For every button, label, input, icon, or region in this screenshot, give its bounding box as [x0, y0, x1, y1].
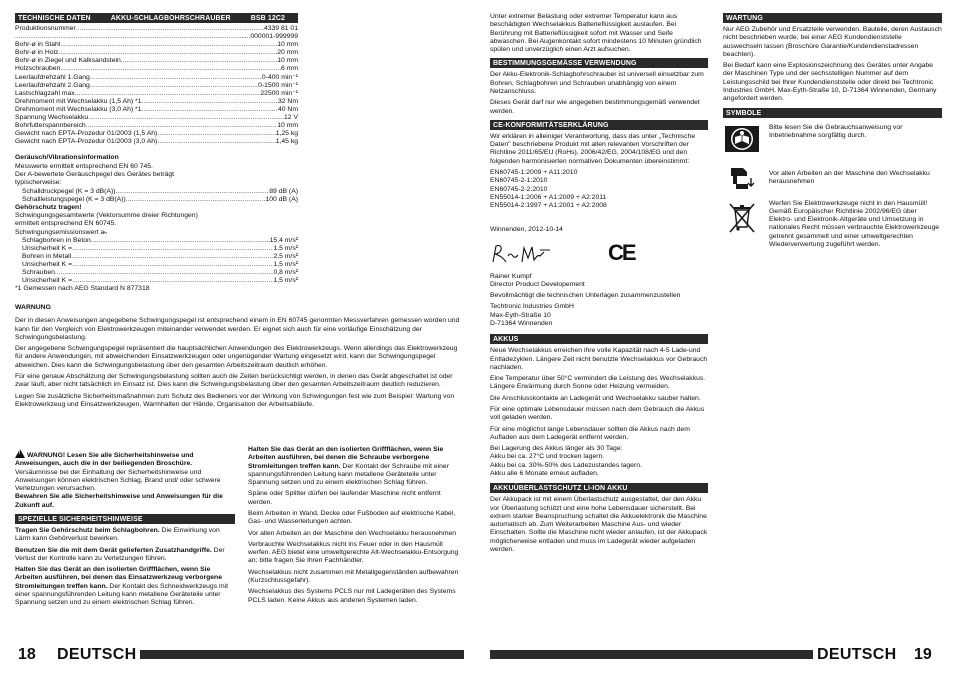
- warning-paragraph: Legen Sie zusätzliche Sicherheitsmaßnahmen zum Schutz des Bedieners vor der Wirkung von Schwingungen fest wie zum Beispiel: Wartung von Elektrowerkzeug und Einsatzwerkzeugen, Warmhalten der Hände, Organisation der Arbeitsabläufe.: [15, 392, 455, 408]
- text-line: typischerweise:: [15, 179, 62, 187]
- spec-row: [15, 277, 298, 285]
- maintenance-header: WARTUNG: [723, 13, 942, 23]
- technical-data-header: [15, 13, 298, 23]
- safety-p3-rest: Der Kontakt des Schneidwerkzeugs mit einer spannungsführenden Leitung kann metallene Geräteteile unter Spannung setzen und zu einem elektrischen Schlag führen.: [15, 582, 229, 607]
- spec-row: [15, 65, 298, 73]
- spec-row: [15, 188, 298, 196]
- spec-label: Unsicherheit K =: [22, 277, 73, 285]
- spec-row: [15, 196, 298, 204]
- spec-label: Leerlaufdrehzahl 2.Gang: [15, 81, 90, 89]
- spec-value: 100 dB (A): [265, 195, 298, 203]
- intended-use-paragraph: Der Akku-Elektronik-Schlagbohrschrauber ist universell einsetzbar zum Bohren, Schlagbohren und Schrauben unabhängig von einem Netzanschluss.: [490, 71, 704, 95]
- spec-label: Spannung Wechselakku: [15, 114, 89, 122]
- dot-leader: [60, 65, 281, 73]
- dot-leader: [116, 188, 270, 196]
- noise-title: Geräusch/Vibrationsinformation: [15, 154, 119, 162]
- dot-leader: [141, 106, 278, 114]
- dot-leader: [72, 277, 273, 285]
- spec-label: Drehmoment mit Wechselakku (3,0 Ah) *1: [15, 105, 142, 113]
- safety-p1-bold: Tragen Sie Gehörschutz beim Schlagbohren.: [15, 526, 160, 534]
- page-language-right: DEUTSCH: [817, 646, 897, 663]
- spec-value: 1,5 m/s²: [273, 261, 298, 269]
- technical-data-product: AKKU-SCHLAGBOHRSCHRAUBER: [110, 15, 231, 22]
- battery-storage-line: Bei Lagerung des Akkus länger als 30 Tage:: [490, 445, 623, 453]
- warning-paragraph: Der in diesen Anweisungen angegebene Schwingungspegel ist entsprechend einem in EN 60745 genormten Messverfahren gemessen worden und kann für den Vergleich von Elektrowerkzeugen miteinander verwendet werden. Er eignet sich auch für eine vorläufige Einschätzung der Schwingungsbelastung.: [15, 317, 460, 341]
- spec-label: Drehmoment mit Wechselakku (1,5 Ah) *1: [15, 97, 142, 105]
- symbol-read-manual: [723, 124, 942, 154]
- spec-row: [15, 74, 298, 82]
- batteries-header: AKKUS: [490, 334, 708, 344]
- battery-paragraph: Die Anschlusskontakte an Ladegerät und Wechselakku sauber halten.: [490, 394, 701, 402]
- dot-leader: [60, 41, 277, 49]
- footnote: *1 Gemessen nach AEG Standard N 877318: [15, 285, 150, 293]
- spec-label: Gewicht nach EPTA-Prozedur 01/2003 (1,5 Ah): [15, 130, 158, 138]
- spec-row: [15, 114, 298, 122]
- spec-label: Schlagbohren in Beton: [22, 236, 91, 244]
- safety-c2-p1-bold: Halten Sie das Gerät an den isolierten Griffflächen, wenn Sie Arbeiten ausführen, bei denen die Schraube verborgene Stromleitungen treffen kann.: [248, 446, 444, 470]
- dot-leader: [121, 57, 277, 65]
- dot-leader: [77, 90, 261, 98]
- page-language-left: DEUTSCH: [57, 646, 137, 663]
- battery-storage-list: [490, 445, 708, 478]
- ce-norm: EN55014-1:2006 + A1:2009 + A2:2011: [490, 193, 607, 201]
- spec-label: Unsicherheit K =: [22, 244, 73, 252]
- page-number-right: 19: [914, 646, 932, 663]
- intended-use-header: BESTIMMUNGSGEMÄSSE VERWENDUNG: [490, 58, 708, 68]
- spec-label: Leerlaufdrehzahl 1.Gang: [15, 73, 90, 81]
- spec-label: Bohr-ø in Holz: [15, 49, 59, 57]
- spec-value: 10 mm: [277, 41, 298, 49]
- symbol-text-remove-battery: Vor allen Arbeiten an der Maschine den Wechselakku herausnehmen: [769, 169, 930, 185]
- company-address: [490, 303, 708, 328]
- spec-row: [15, 57, 298, 65]
- left-column-2: [248, 446, 464, 608]
- vibration-lines: [15, 212, 298, 237]
- company-line: Techtronic Industries GmbH: [490, 303, 574, 311]
- authorized-note: Bevollmächtigt die technischen Unterlagen zusammenzustellen: [490, 292, 681, 300]
- spec-value: 1,5 m/s²: [273, 277, 298, 285]
- overload-protection-text: Der Akkupack ist mit einem Überlastschutz ausgestattet, der den Akku vor Überlastung schützt und eine hohe Lebensdauer sicherstellt. Bei extrem starker Beanspruchung schaltet die Akkuelektronik die Maschine automatisch ab. Zum Weiterarbeiten Maschine Aus- und wieder Einschalten. Sollte die Maschine nicht wieder anlaufen, ist der Akkupack möglicherweise entladen und muss im Ladegerät wieder aufgeladen werden.: [490, 496, 708, 553]
- company-line: D-71364 Winnenden: [490, 320, 553, 328]
- spec-value: 0-1500 min⁻¹: [258, 81, 298, 89]
- spec-value: 0,8 m/s²: [273, 269, 298, 277]
- spec-label: Schalldruckpegel (K = 3 dB(A)): [22, 187, 116, 195]
- spec-row: [15, 49, 298, 57]
- dot-leader: [126, 196, 266, 204]
- spec-row: [15, 122, 298, 130]
- technical-data-section: [15, 13, 298, 294]
- safety-paragraph: Späne oder Splitter dürfen bei laufender Maschine nicht entfernt werden.: [248, 490, 441, 506]
- safety-paragraphs: [248, 490, 464, 604]
- spec-row: [15, 130, 298, 138]
- weee-bin-icon: [723, 200, 761, 234]
- spec-label: Gewicht nach EPTA-Prozedur 01/2003 (3,0 Ah): [15, 138, 158, 146]
- spec-value: 2,5 m/s²: [273, 253, 298, 261]
- company-line: Max-Eyth-Straße 10: [490, 311, 551, 319]
- right-column-2: [723, 13, 942, 257]
- spec-value: 1,45 kg: [275, 138, 298, 146]
- spec-row: [15, 82, 298, 90]
- left-column-1: [15, 449, 235, 611]
- battery-leak-info: Unter extremer Belastung oder extremer Temperatur kann aus beschädigten Wechselakkus Batterieflüssigkeit auslaufen. Bei Berührung mit Batterieflüssigkeit sofort mit Wasser und Seife abwaschen. Bei Augenkontakt sofort mindestens 10 Minuten gründlich spülen und unverzüglich einen Arzt aufsuchen.: [490, 13, 702, 54]
- spec-value: 10 mm: [277, 122, 298, 130]
- warning-paragraph: Für eine genaue Abschätzung der Schwingungsbelastung sollten auch die Zeiten berücksichtigt werden, in denen das Gerät abgeschaltet ist oder zwar läuft, aber nicht tatsächlich im Einsatz ist. Dies kann die Schwingungsbelastung über den gesamten Arbeitszeitraum deutlich reduzieren.: [15, 372, 453, 389]
- symbol-remove-battery: [723, 162, 942, 192]
- ce-declaration-text: Wir erklären in alleiniger Verantwortung, dass das unter „Technische Daten" beschriebene Produkt mit allen relevanten Vorschriften der Richtline 2011/65/EU (RoHs), 2006/42/EG, 2004/108/EG und den folgenden harmonisierten normativen Dokumenten übereinstimmt:: [490, 132, 696, 165]
- battery-storage-line: Akku alle 6 Monate erneut aufladen.: [490, 469, 599, 477]
- maintenance-paragraphs: [723, 26, 942, 104]
- batteries-paragraphs: [490, 347, 708, 442]
- signatory-role: Director Product Developement: [490, 280, 585, 288]
- text-line: Schwingungsgesamtwerte (Vektorsumme dreier Richtungen): [15, 212, 198, 219]
- spec-row: [15, 41, 298, 49]
- signature-row: [490, 241, 708, 267]
- battery-paragraph: Eine Temperatur über 50°C vermindert die Leistung des Wechselakkus. Längere Erwärmung durch Sonne oder Heizung vermeiden.: [490, 375, 706, 391]
- spec-value: 15,4 m/s²: [269, 236, 298, 244]
- spec-value: 6 mm: [281, 65, 298, 73]
- dot-leader: [58, 49, 277, 57]
- dot-leader: [90, 74, 262, 82]
- dot-leader: [91, 237, 270, 245]
- ce-norm: EN60745-1:2009 + A11:2010: [490, 168, 578, 176]
- maintenance-paragraph: Bei Bedarf kann eine Explosionszeichnung des Gerätes unter Angabe der Maschinen Type und der sechsstelligen Nummer auf dem Leistungsschild bei Ihrer Kundendienststelle oder direkt bei Techtronic Industries GmbH, Max-Eyth-Straße 10, D-71364 Winnenden, Germany angefordert werden.: [723, 62, 937, 103]
- symbol-text-weee: Werfen Sie Elektrowerkzeuge nicht in den Hausmüll! Gemäß Europäischer Richtlinie 2002/96/EG über Elektro- und Elektronik-Altgeräte und Umsetzung in nationales Recht müssen verbrauchte Elektrowerkzeuge getrennt gesammelt und einer umweltgerechten Wiederverwertung zugeführt werden.: [769, 199, 940, 248]
- spec-label: Lastschlagzahl max.: [15, 89, 77, 97]
- safety-c2-p1-rest: Der Kontakt der Schraube mit einer spannungsführenden Leitung kann metallene Geräteteile unter Spannung setzen und zu einem elektrischen Schlag führen.: [248, 462, 449, 487]
- spec-row: [15, 106, 298, 114]
- dot-leader: [157, 130, 275, 138]
- spec-row: [15, 98, 298, 106]
- dot-leader: [90, 82, 258, 90]
- maintenance-paragraph: Nur AEG Zubehör und Ersatzteile verwenden. Bauteile, deren Austausch nicht beschrieben wurde, bei einer AEG Kundendienststelle auswechseln lassen (Broschüre Garantie/Kundendienstadressen beachten).: [723, 26, 942, 58]
- spec-label: Unsicherheit K =: [22, 261, 73, 269]
- spec-table: [15, 25, 298, 146]
- spec-row: [15, 25, 298, 33]
- technical-data-title: TECHNISCHE DATEN: [18, 15, 91, 22]
- intended-use-paragraph: Dieses Gerät darf nur wie angegeben bestimmungsgemäß verwendet werden.: [490, 99, 700, 115]
- battery-storage-line: Akku bei ca. 30%-50% des Ladezustandes lagern.: [490, 461, 642, 469]
- noise-lines: [15, 163, 298, 188]
- ce-norm: EN60745-2-1:2010: [490, 177, 548, 185]
- battery-paragraph: Für eine möglichst lange Lebensdauer sollten die Akkus nach dem Aufladen aus dem Ladegerät entfernt werden.: [490, 425, 690, 441]
- spec-row: [15, 90, 298, 98]
- ce-norm: EN55014-2:1997 + A1:2001 + A2:2008: [490, 202, 607, 210]
- spec-label: Bohr-ø in Ziegel und Kalksandstein: [15, 57, 121, 65]
- spec-value: ...000001-999999: [244, 33, 298, 41]
- page-right: [477, 0, 954, 677]
- overload-protection-header: AKKUÜBERLASTSCHUTZ LI-ION AKKU: [490, 483, 708, 493]
- spec-value: 89 dB (A): [269, 187, 298, 195]
- page-number-left: 18: [18, 646, 36, 663]
- spec-value: 0-400 min⁻¹: [261, 73, 298, 81]
- spec-value: 10 mm: [277, 57, 298, 65]
- spec-row: [15, 253, 298, 261]
- right-column-1: [490, 13, 708, 557]
- ce-date: Winnenden, 2012-10-14: [490, 226, 563, 234]
- footer-bar-left: [140, 650, 464, 659]
- dot-leader: [55, 269, 274, 277]
- text-line: ermittelt entsprechend EN 60745.: [15, 220, 117, 228]
- text-line: Der A-bewertete Geräuschpegel des Gerätes beträgt: [15, 170, 175, 178]
- spec-value: 4339 81 01: [263, 25, 298, 32]
- footer-bar-right: [490, 650, 813, 659]
- warning-triangle-icon: [15, 449, 25, 458]
- ce-mark: CE: [608, 240, 635, 266]
- warning-section: [15, 304, 463, 412]
- technical-data-model: BSB 12C2: [250, 15, 285, 22]
- intended-use-paragraphs: [490, 71, 708, 115]
- spec-value: 20 mm: [277, 49, 298, 57]
- spec-value: 40 Nm: [277, 105, 298, 113]
- warning-rest: Versäumnisse bei der Einhaltung der Sicherheitshinweise und Anweisungen können elektrischen Schlag, Brand und/ oder schwere Verletzungen verursachen.: [15, 468, 221, 493]
- symbols-header: SYMBOLE: [723, 108, 942, 118]
- signature-image: [490, 242, 560, 266]
- safety-paragraph: Wechselakkus des Systems PCLS nur mit Ladegeräten des Systems PCLS laden. Keine Akkus aus anderen Systemen laden.: [248, 588, 456, 604]
- ce-norms-list: [490, 169, 708, 210]
- dot-leader: [88, 114, 284, 122]
- warning-title: WARNUNG: [15, 304, 51, 311]
- vibration-table: [15, 237, 298, 286]
- dot-leader: [76, 25, 264, 33]
- safety-paragraph: Vor allen Arbeiten an der Maschine den Wechselakku herausnehmen: [248, 529, 457, 537]
- safety-p2-rest: Der Verlust der Kontrolle kann zu Verletzungen führen.: [15, 546, 225, 562]
- spec-label: Holzschrauben: [15, 65, 61, 73]
- spec-label: Produktionsnummer: [15, 25, 76, 32]
- safety-paragraph: Verbrauchte Wechselakkus nicht ins Feuer oder in den Hausmüll werfen. AEG bietet eine umweltgerechte Alt-Wechselakku-Entsorgung an; bitte fragen Sie Ihren Fachhändler.: [248, 540, 459, 565]
- safety-paragraph: Beim Arbeiten in Wand, Decke oder Fußboden auf elektrische Kabel, Gas- und Wasserleitungen achten.: [248, 509, 456, 526]
- keep-instructions: Bewahren Sie alle Sicherheitshinweise und Anweisungen für die Zukunft auf.: [15, 493, 223, 509]
- symbol-weee: [723, 200, 942, 250]
- symbol-text-read-manual: Bitte lesen Sie die Gebrauchsanweisung vor Inbetriebnahme sorgfältig durch.: [769, 123, 903, 139]
- safety-paragraph: Wechselakkus nicht zusammen mit Metallgegenständen aufbewahren (Kurzschlussgefahr).: [248, 568, 459, 584]
- spec-row: [15, 138, 298, 146]
- battery-paragraph: Für eine optimale Lebensdauer müssen nach dem Gebrauch die Akkus voll geladen werden.: [490, 406, 705, 422]
- warning-bold: WARNUNG! Lesen Sie alle Sicherheitshinweise und Anweisungen, auch die in der beiliegenden Broschüre.: [15, 452, 194, 468]
- dot-leader: [71, 253, 273, 261]
- dot-leader: [141, 98, 278, 106]
- dot-leader: [86, 122, 278, 130]
- spec-value: 12 V: [284, 114, 298, 122]
- spec-value: 32 Nm: [277, 97, 298, 105]
- safety-p3-bold: Halten Sie das Gerät an den isolierten Griffflächen, wenn Sie Arbeiten ausführen, bei denen das Einsatzwerkzeug verborgene Stromleitungen treffen kann.: [15, 566, 222, 590]
- spec-label: Schrauben: [22, 269, 55, 277]
- text-line: Messwerte ermittelt entsprechend EN 60 745.: [15, 162, 153, 170]
- spec-value: 1,5 m/s²: [273, 244, 298, 252]
- spec-label: Bohr-ø in Stahl: [15, 41, 61, 49]
- remove-battery-icon: [723, 162, 761, 192]
- special-safety-header: SPEZIELLE SICHERHEITSHINWEISE: [15, 514, 235, 524]
- spec-row: [15, 261, 298, 269]
- dot-leader: [15, 33, 245, 41]
- spec-label: Schallleistungspegel (K = 3 dB(A)): [22, 195, 126, 203]
- spec-row: [15, 237, 298, 245]
- dot-leader: [157, 138, 275, 146]
- signatory-name: Rainer Kumpf: [490, 272, 532, 280]
- spec-row: [15, 33, 298, 41]
- read-manual-icon: [723, 124, 761, 154]
- spec-row: [15, 245, 298, 253]
- battery-storage-line: Akku bei ca. 27°C und trocken lagern.: [490, 453, 605, 461]
- spec-value: 22500 min⁻¹: [260, 89, 298, 97]
- text-line: Schwingungsemissionswert aₕ: [15, 228, 107, 236]
- warning-paragraphs: [15, 317, 463, 409]
- spec-row: [15, 269, 298, 277]
- spec-value: 1,25 kg: [275, 130, 298, 138]
- safety-p2-bold: Benutzen Sie die mit dem Gerät gelieferten Zusatzhandgriffe.: [15, 546, 212, 554]
- ce-declaration-header: CE-KONFORMITÄTSERKLÄRUNG: [490, 120, 708, 130]
- ce-norm: EN60745-2-2:2010: [490, 185, 548, 193]
- noise-block: [15, 154, 298, 293]
- safety-p1-rest: Die Einwirkung von Lärm kann Gehörverlust bewirken.: [15, 526, 220, 543]
- dot-leader: [72, 261, 273, 269]
- hearing-protection: Gehörschutz tragen!: [15, 203, 82, 211]
- spec-label: Bohren in Metall: [22, 253, 72, 261]
- warning-paragraph: Der angegebene Schwingungspegel repräsentiert die hauptsächlichen Anwendungen des Elektrowerkzeugs. Wenn allerdings das Elektrowerkzeug für andere Anwendungen, mit abweichenden Einsatzwerkzeugen oder ungenügender Wartung eingesetzt wird, kann der Schwingungspegel abweichen. Dies kann die Schwingungsbelastung über den gesamten Arbeitszeitraum deutlich erhöhen.: [15, 345, 458, 369]
- dot-leader: [72, 245, 273, 253]
- battery-paragraph: Neue Wechselakkus erreichen ihre volle Kapazität nach 4-5 Lade-und Entladezyklen. Längere Zeit nicht benutzte Wechselakkus vor Gebrauch nachladen.: [490, 347, 708, 371]
- noise-table: [15, 188, 298, 204]
- spec-label: Bohrfutterspannbereich: [15, 122, 86, 130]
